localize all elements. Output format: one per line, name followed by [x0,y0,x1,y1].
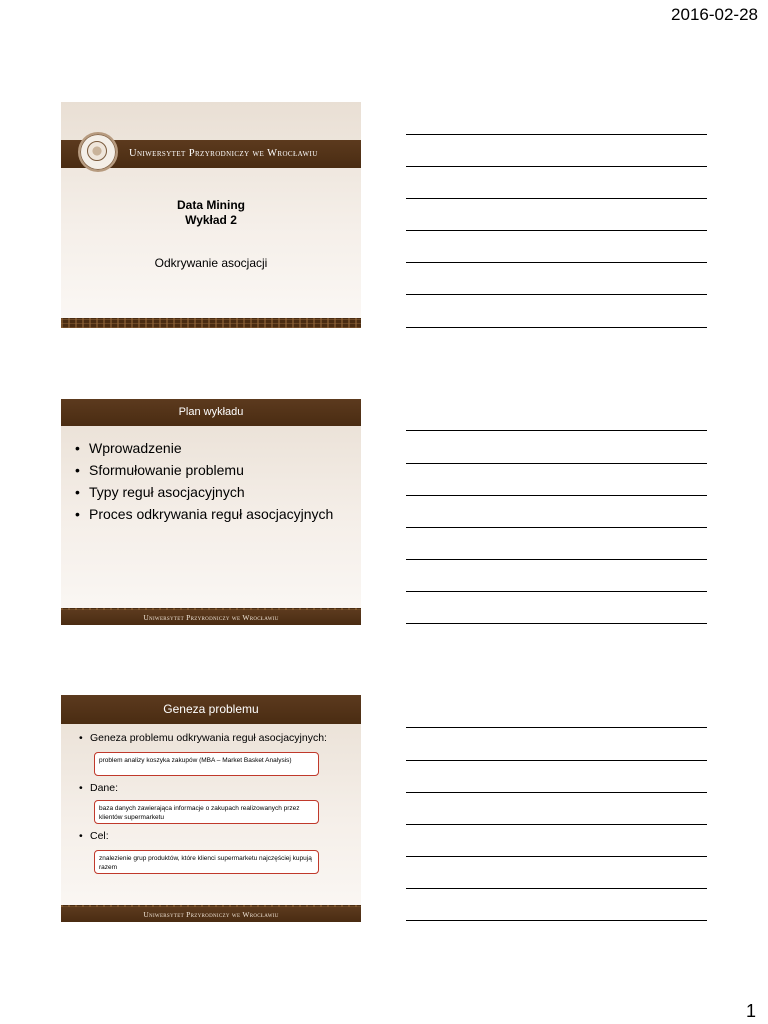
list-item: • Proces odkrywania reguł asocjacyjnych [71,503,357,525]
note-line [406,430,707,431]
slide-footer: Uniwersytet Przyrodniczy we Wrocławiu [61,907,361,922]
note-line [406,591,707,592]
note-line [406,623,707,624]
ornament-bar [61,318,361,328]
list-item: • Cel: [79,830,109,842]
note-line [406,463,707,464]
slide-plan [61,399,361,625]
note-line [406,824,707,825]
note-line [406,166,707,167]
list-item: • Typy reguł asocjacyjnych [71,481,357,503]
slide-heading: Plan wykładu [61,399,361,426]
slide-footer: Uniwersytet Przyrodniczy we Wrocławiu [61,610,361,625]
note-line [406,856,707,857]
slide-heading: Geneza problemu [61,695,361,724]
note-line [406,760,707,761]
print-date: 2016-02-28 [671,5,758,24]
university-name: Uniwersytet Przyrodniczy we Wrocławiu [129,148,318,159]
bullet-list [71,437,357,525]
university-seal-logo [78,132,118,172]
title-line-2: Wykład 2 [185,213,237,227]
note-line [406,198,707,199]
info-box: znalezienie grup produktów, które klienci supermarketu najczęściej kupują razem [94,850,319,874]
note-line [406,559,707,560]
page-number: 1 [745,1001,756,1021]
note-line [406,230,707,231]
title-line-1: Data Mining [177,198,245,212]
note-line [406,727,707,728]
list-item: • Geneza problemu odkrywania reguł asocjacyjnych: [79,732,327,744]
list-item: • Wprowadzenie [71,437,357,459]
note-line [406,294,707,295]
slide-title-text [61,198,361,228]
list-item: • Dane: [79,782,118,794]
note-line [406,527,707,528]
slide-title [61,102,361,328]
note-line [406,134,707,135]
note-line [406,495,707,496]
slide-genesis [61,695,361,922]
note-line [406,327,707,328]
info-box: problem analizy koszyka zakupów (MBA – Market Basket Analysis) [94,752,319,776]
note-line [406,888,707,889]
note-line [406,920,707,921]
info-box: baza danych zawierająca informacje o zakupach realizowanych przez klientów supermarketu [94,800,319,824]
note-line [406,792,707,793]
list-item: • Sformułowanie problemu [71,459,357,481]
slide-subtitle: Odkrywanie asocjacji [154,256,268,270]
note-line [406,262,707,263]
